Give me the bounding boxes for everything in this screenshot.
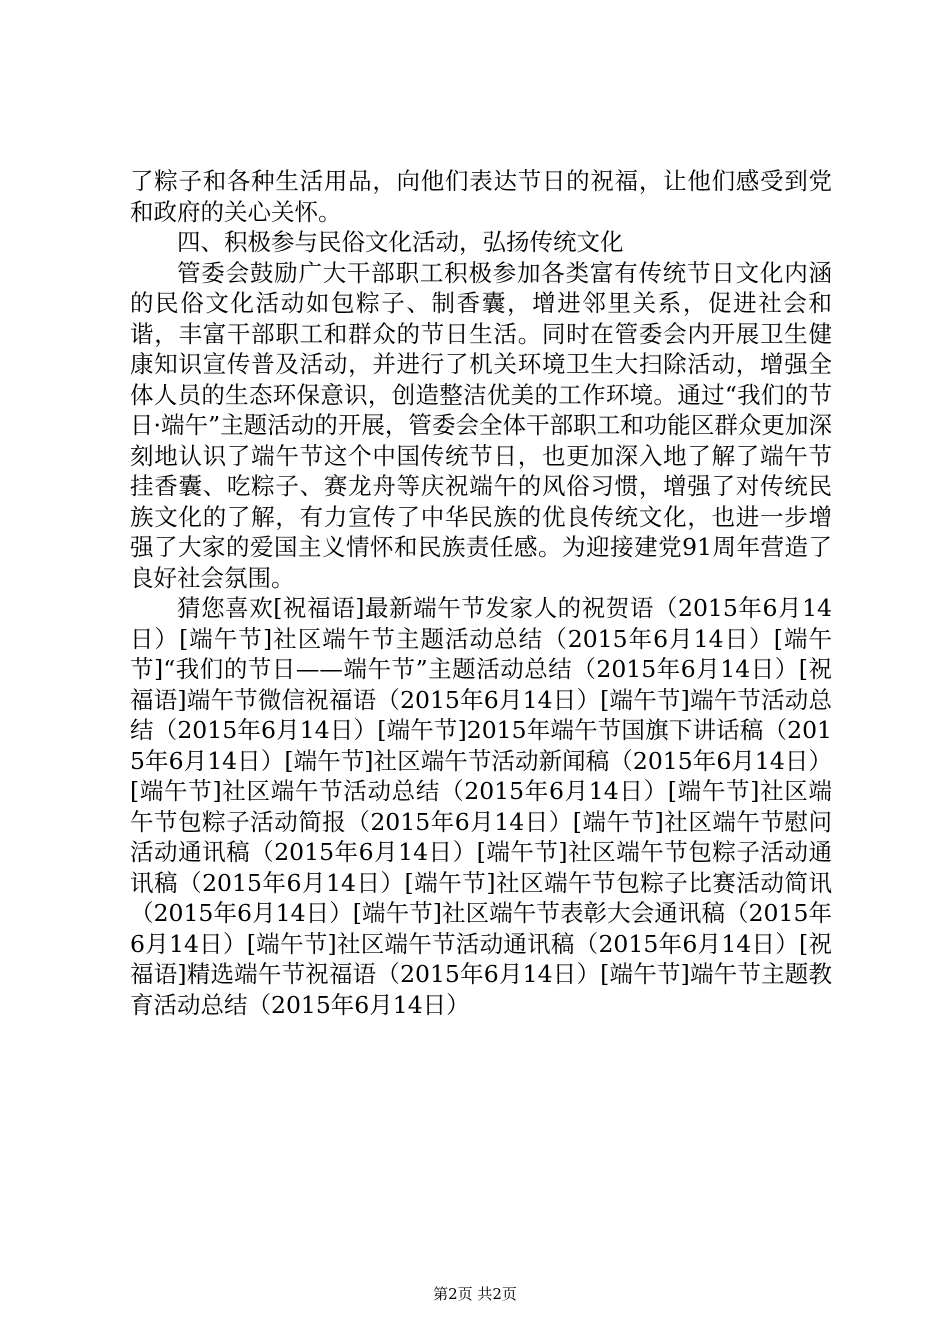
document-body — [130, 166, 832, 1020]
related-articles-list: 猜您喜欢[祝福语]最新端午节发家人的祝贺语（2015年6月14日）[端午节]社区端午节主题活动总结（2015年6月14日）[端午节]“我们的节日——端午节”主题活动总结（2015年6月14日）[祝福语]端午节微信祝福语（2015年6月14日）[端午节]端午节活动总结（2015年6月14日）[端午节]2015年端午节国旗下讲话稿（2015年6月14日）[端午节]社区端午节活动新闻稿（2015年6月14日）[端午节]社区端午节活动总结（2015年6月14日）[端午节]社区端午节包粽子活动简报（2015年6月14日）[端午节]社区端午节慰问活动通讯稿（2015年6月14日）[端午节]社区端午节包粽子活动通讯稿（2015年6月14日）[端午节]社区端午节包粽子比赛活动简讯（2015年6月14日）[端午节]社区端午节表彰大会通讯稿（2015年6月14日）[端午节]社区端午节活动通讯稿（2015年6月14日）[祝福语]精选端午节祝福语（2015年6月14日）[端午节]端午节主题教育活动总结（2015年6月14日） — [130, 594, 832, 1019]
paragraph-continuation: 了粽子和各种生活用品，向他们表达节日的祝福，让他们感受到党和政府的关心关怀。 — [130, 167, 832, 226]
section-heading: 四、积极参与民俗文化活动，弘扬传统文化 — [177, 228, 624, 256]
paragraph-body: 管委会鼓励广大干部职工积极参加各类富有传统节日文化内涵的民俗文化活动如包粽子、制香囊，增进邻里关系，促进社会和谐，丰富干部职工和群众的节日生活。同时在管委会内开展卫生健康知识宣传普及活动，并进行了机关环境卫生大扫除活动，增强全体人员的生态环保意识，创造整洁优美的工作环境。通过“我们的节日·端午”主题活动的开展，管委会全体干部职工和功能区群众更加深刻地认识了端午节这个中国传统节日，也更加深入地了解了端午节挂香囊、吃粽子、赛龙舟等庆祝端午的风俗习惯，增强了对传统民族文化的了解，有力宣传了中华民族的优良传统文化，也进一步增强了大家的爱国主义情怀和民族责任感。为迎接建党91周年营造了良好社会氛围。 — [130, 258, 832, 592]
page-number-footer: 第2页 共2页 — [433, 1285, 517, 1303]
